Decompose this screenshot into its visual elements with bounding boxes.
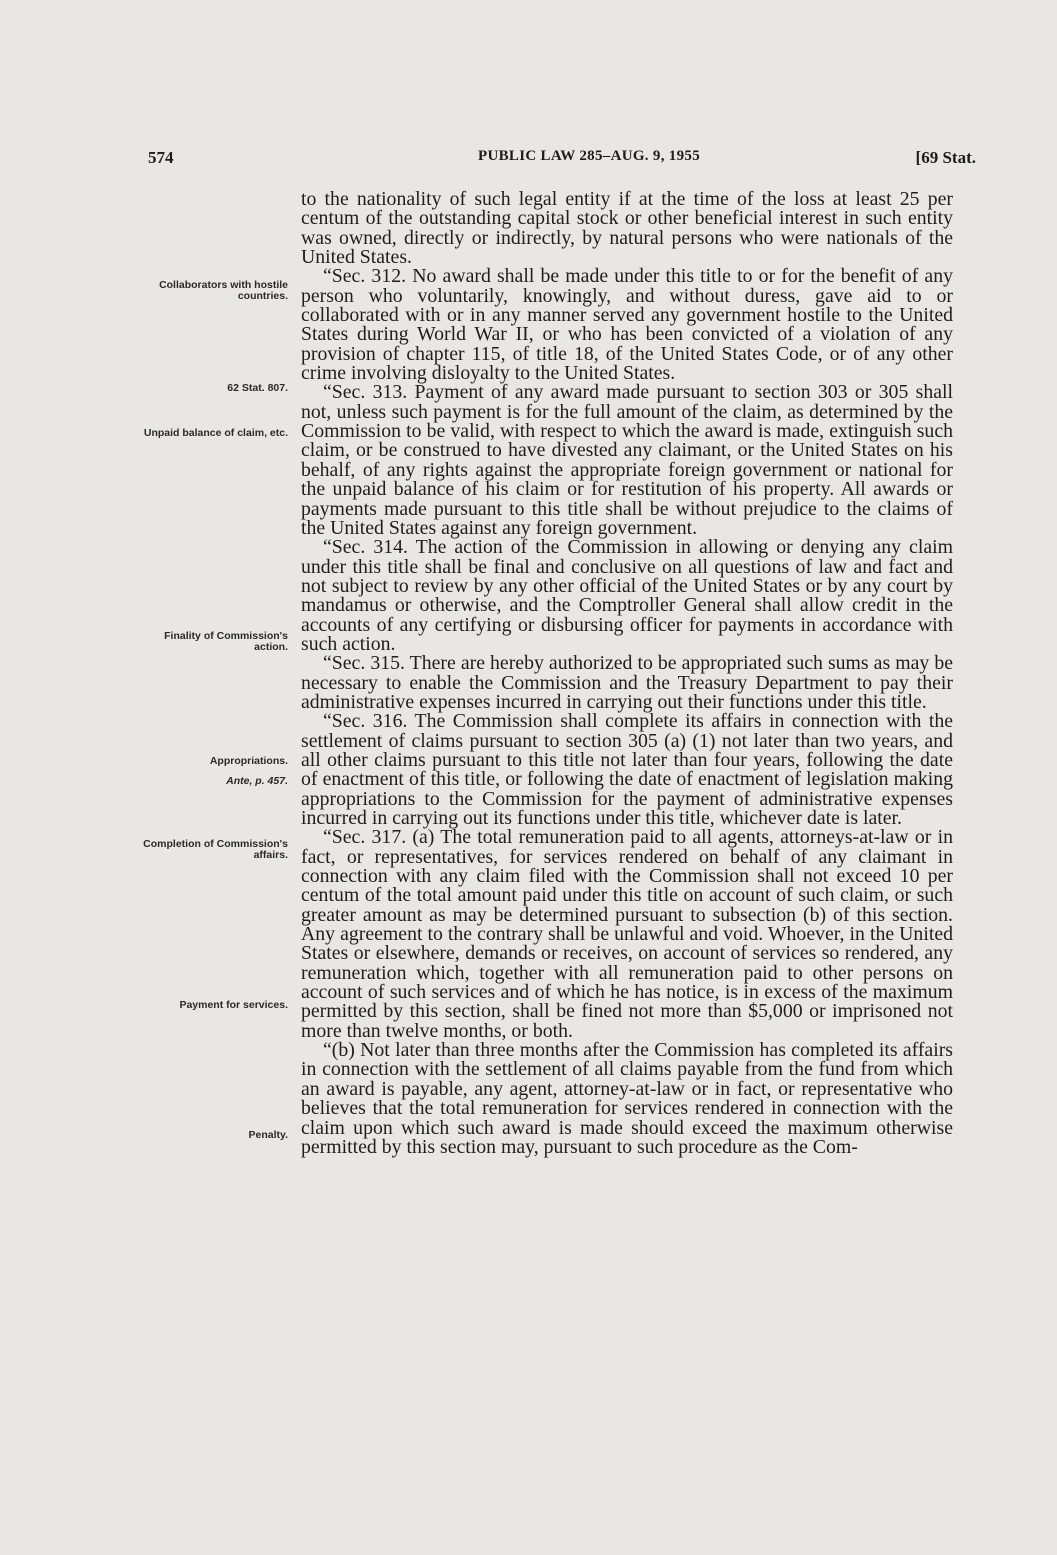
sidenote-unpaid-balance: Unpaid balance of claim, etc. <box>143 427 288 439</box>
section-316: “Sec. 316. The Commission shall complete its affairs in connection with the settlement of claims pursuant to section 305 (a) (1) not later than two years, and all other claims pursuant to this title not later than four years, following the date of enactment of this title, or following the date of enactment of legislation making appropriations to the Commission for the payment of administrative expenses incurred in carrying out its functions under this title, whichever date is later. <box>301 710 953 829</box>
statute-body <box>301 190 953 1157</box>
sidenote-ante-ref: Ante, p. 457. <box>226 775 288 787</box>
page-number: 574 <box>148 148 174 167</box>
paragraph-continued: to the nationality of such legal entity if at the time of the loss at least 25 per centum of the outstanding capital stock or other beneficial interest in such entity was owned, directly or indirectly, by natural persons who were nationals of the United States. <box>301 188 953 269</box>
section-312: “Sec. 312. No award shall be made under this title to or for the benefit of any person who voluntarily, knowingly, and without duress, gave aid to or collaborated with or in any manner served any government hostile to the United States during World War II, or who has been convicted of a violation of any provision of chapter 115, of title 18, of the United States Code, or of any other crime involving disloyalty to the United States. <box>301 265 953 385</box>
sidenote-finality: Finality of Commission's action. <box>164 630 288 653</box>
page-header <box>148 148 976 172</box>
section-317-b: “(b) Not later than three months after the Commission has completed its affairs in connection with the settlement of all claims payable from the fund from which an award is payable, any agent, attorney-at-law or in fact, or representative who believes that the total remuneration for services rendered in connection with the claim upon which such award is made should exceed the maximum otherwise permitted by this section may, pursuant to such procedure as the Com- <box>301 1039 953 1158</box>
volume-reference: [69 Stat. <box>915 148 976 167</box>
section-313: “Sec. 313. Payment of any award made pursuant to section 303 or 305 shall not, unless such payment is for the full amount of the claim, as determined by the Commission to be valid, with respect to which the award is made, extinguish such claim, or be construed to have divested any claimant, or the United States on his behalf, of any rights against the appropriate foreign government or national for the unpaid balance of his claim or for restitution of his property. All awards or payments made pursuant to this title shall be without prejudice to the claims of the United States against any foreign government. <box>301 381 953 539</box>
sidenote-penalty: Penalty. <box>248 1129 288 1141</box>
running-head: PUBLIC LAW 285–AUG. 9, 1955 <box>478 148 701 164</box>
sidenote-statute-ref: 62 Stat. 807. <box>227 382 288 394</box>
sidenote-completion: Completion of Commission's affairs. <box>143 838 288 861</box>
sidenote-payment-services: Payment for services. <box>179 999 288 1011</box>
section-317-a: “Sec. 317. (a) The total remuneration paid to all agents, attorneys-at-law or in fact, or representatives, for services rendered on behalf of any claimant in connection with any claim filed with the Commission shall not exceed 10 per centum of the total amount paid under this title on account of such claim, or such greater amount as may be determined pursuant to subsection (b) of this section. Any agreement to the contrary shall be unlawful and void. Whoever, in the United States or elsewhere, demands or receives, on account of services so rendered, any remuneration which, together with all remuneration paid to other persons on account of such services and of which he has notice, is in excess of the maximum permitted by this section, shall be fined not more than $5,000 or imprisoned not more than twelve months, or both. <box>301 826 953 1042</box>
section-315: “Sec. 315. There are hereby authorized to be appropriated such sums as may be necessary to enable the Commission and the Treasury Department to pay their administrative expenses incurred in carrying out their functions under this title. <box>301 652 953 713</box>
sidenote-appropriations: Appropriations. <box>209 755 288 767</box>
sidenote-collaborators: Collaborators with hostile countries. <box>159 279 288 302</box>
section-314: “Sec. 314. The action of the Commission in allowing or denying any claim under this title shall be final and conclusive on all questions of law and fact and not subject to review by any other official of the United States or by any court by mandamus or otherwise, and the Comptroller General shall allow credit in the accounts of any certifying or disbursing officer for payments in accordance with such action. <box>301 536 953 655</box>
